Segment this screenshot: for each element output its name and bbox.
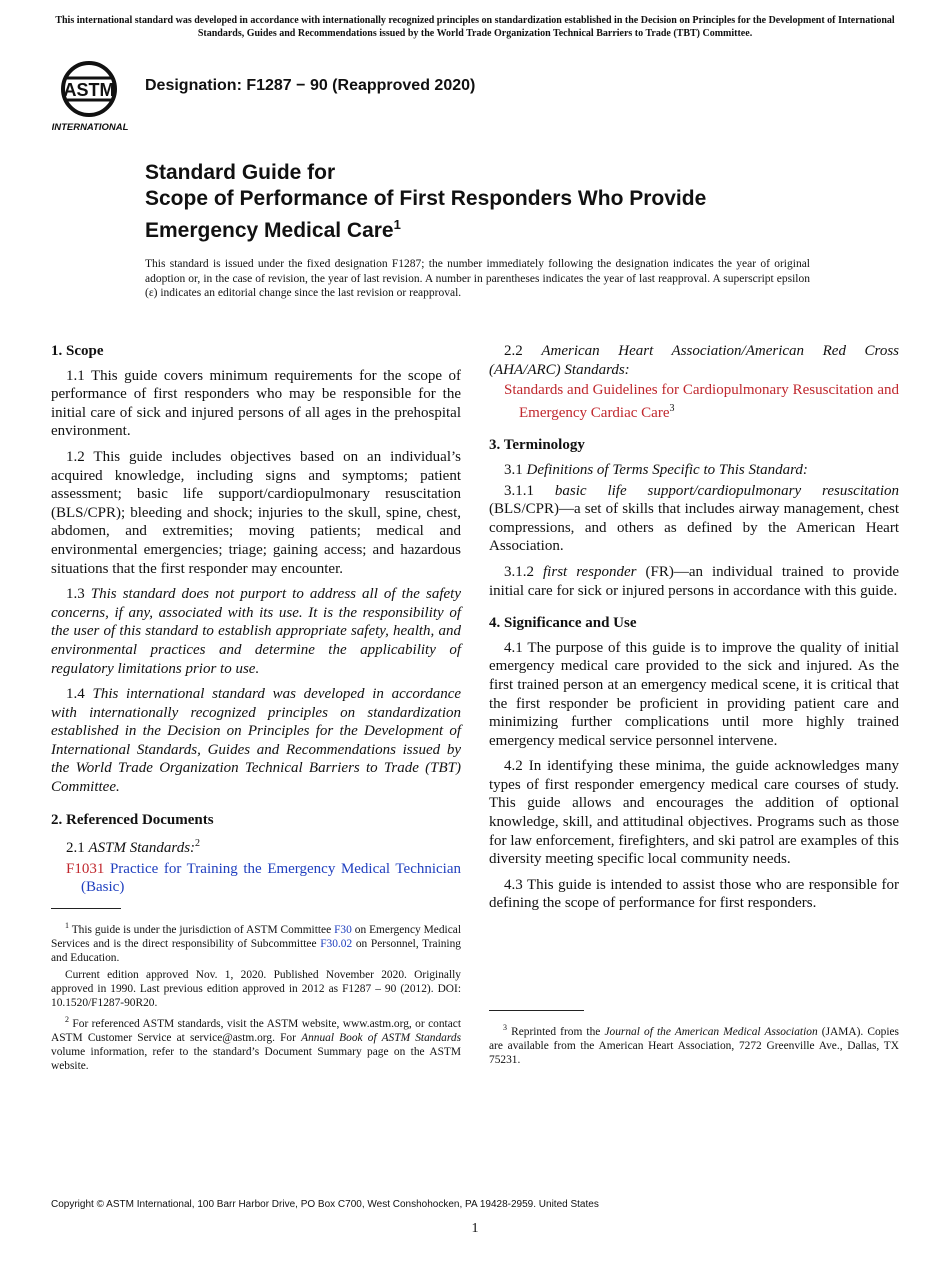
ref-aha[interactable] [489, 381, 899, 422]
issued-note: This standard is issued under the fixed designation F1287; the number immediately following the designation indicates the year of original adoption or, in the case of revision, the year of last revision. A number in parentheses indicates the year of last reapproval. A superscript epsilon (ε) indicates an editorial change since the last revision or reapproval. [145, 258, 810, 299]
para-2-1-num: 2.1 [66, 840, 89, 857]
ref-f1031-title[interactable]: Practice for Training the Emergency Medical Technician (Basic) [81, 860, 461, 896]
page-title [145, 160, 905, 244]
para-3-1-1-text: (BLS/CPR)—a set of skills that includes airway management, chest compressions, and others as defined by the American Heart Association. [489, 501, 899, 555]
title-footnote-mark: 1 [393, 217, 401, 232]
para-2-1-sup: 2 [195, 838, 201, 850]
term-bls-cpr: basic life support/cardiopulmonary resuscitation [554, 482, 899, 499]
title-line-3: Emergency Medical Care [145, 219, 394, 242]
fn3-italic: Journal of the American Medical Association [604, 1025, 818, 1038]
section-2-heading: 2. Referenced Documents [51, 811, 214, 828]
fn2-italic: Annual Book of ASTM Standards [301, 1031, 462, 1044]
para-1-2: 1.2 This guide includes objectives based on an individual’s acquired knowledge, including signs and symptoms; patient assessment; basic life support/cardiopulmonary resuscitation (BLS/CPR); bleeding and shock; injuries to the skull, spine, chest, abdomen, and extremities; moving patients; medical and environmental emergencies; triage; gaining access; and hazardous situations that the first responder may encounter. [51, 448, 461, 577]
footnote-3 [489, 1021, 899, 1068]
para-2-1 [51, 835, 461, 858]
para-3-1-1-num: 3.1.1 [504, 482, 555, 499]
ref-f1031[interactable] [51, 860, 461, 897]
para-3-1-2-num: 3.1.2 [504, 563, 544, 580]
footnote-1 [51, 919, 461, 966]
ref-aha-title[interactable]: Standards and Guidelines for Cardiopulmonary Resuscitation and Emergency Cardiac Care [504, 382, 899, 421]
section-1-heading: 1. Scope [51, 343, 104, 359]
para-1-3-num: 1.3 [66, 586, 91, 603]
para-1-3-text: This standard does not purport to address all of the safety concerns, if any, associated with its use. It is the responsibility of the user of this standard to establish appropriate safety, health, and environmental practices and determine the applicability of regulatory limitations prior to use. [51, 586, 461, 677]
trade-notice: This international standard was developed in accordance with internationally recognized principles on standardization established in the Decision on Principles for the Development of International Standards, Guides and Recommendations issued by the World Trade Organization Technical Barriers to Trade (TBT) Committee. [55, 15, 895, 39]
fn2-text-a: For referenced ASTM standards, visit the ASTM website, www.astm.org, or contact ASTM Customer Service at service@astm.org. For [51, 1017, 461, 1044]
para-3-1 [489, 461, 899, 480]
para-2-1-text: ASTM Standards: [88, 840, 196, 857]
designation: Designation: F1287 − 90 (Reapproved 2020) [145, 77, 476, 94]
subcommittee-f30-02-link[interactable]: F30.02 [320, 938, 353, 951]
right-column [489, 342, 899, 920]
section-4-heading: 4. Significance and Use [489, 615, 637, 632]
para-1-4 [51, 685, 461, 797]
para-3-1-num: 3.1 [504, 461, 527, 478]
fn1-text-c: on Personnel, Training and Education. [51, 938, 461, 965]
committee-f30-link[interactable]: F30 [334, 923, 352, 936]
footnote-rule-right [489, 1010, 584, 1011]
footnotes-left [51, 908, 461, 1076]
para-1-4-text: This international standard was developed in accordance with internationally recognized principles on standardization established in the Decision on Principles for the Development of International Standards, Guides and Recommendations issued by the World Trade Organization Technical Barriers to Trade (TBT) Committee. [51, 686, 462, 796]
para-2-2-num: 2.2 [504, 343, 542, 359]
term-first-responder: first responder [543, 563, 637, 580]
fn3-text-a: Reprinted from the [507, 1025, 605, 1038]
para-3-1-2 [489, 563, 899, 600]
para-3-1-2-text: (FR)—an individual trained to provide initial care for sick or injured persons in accordance with this guide. [489, 563, 899, 599]
para-4-1: 4.1 The purpose of this guide is to improve the quality of initial emergency medical care provided to the sick and injured. As the first trained person at an emergency medical scene, it is critical that the first responder be proficient in providing patient care and minimizing further complications until more highly trained emergency medical service personnel intervene. [489, 639, 899, 749]
para-2-2-text: American Heart Association/American Red Cross (AHA/ARC) Standards: [489, 343, 899, 378]
left-column [51, 342, 461, 903]
fn3-mark: 3 [503, 1023, 507, 1032]
title-line-2: Scope of Performance of First Responders Who Provide [145, 187, 707, 210]
fn2-text-b: volume information, refer to the standard’s Document Summary page on the ASTM website. [51, 1045, 461, 1073]
footnote-1-edition: Current edition approved Nov. 1, 2020. Published November 2020. Originally approved in 1990. Last previous edition approved in 2012 as F1287 – 90 (2012). DOI: 10.1520/F1287-90R20. [51, 968, 461, 1010]
para-4-2: 4.2 In identifying these minima, the guide acknowledges many types of first responder emergency medical care courses of study. This guide allows and encourages the addition of optional knowledge, skill, and attitudinal objectives. Programs such as those for law enforcement, firefighters, and ski patrol are examples of this diversity meeting specific local community needs. [489, 758, 899, 868]
para-1-1: 1.1 This guide covers minimum requirements for the scope of performance of first responders who may be responsible for the initial care of sick and injured persons of all ages in the prehospital environment. [51, 367, 461, 440]
logo-subtext: INTERNATIONAL [52, 122, 129, 133]
footnote-rule [51, 908, 121, 909]
para-1-4-num: 1.4 [66, 686, 93, 703]
fn1-text-a: This guide is under the jurisdiction of ASTM Committee [69, 923, 335, 936]
fn1-mark: 1 [65, 921, 69, 930]
para-4-3: 4.3 This guide is intended to assist those who are responsible for defining the scope of performance for first responders. [489, 876, 899, 912]
ref-aha-sup: 3 [669, 402, 675, 414]
footnote-2 [51, 1013, 461, 1074]
para-2-2 [489, 342, 899, 379]
title-line-1: Standard Guide for [145, 161, 336, 184]
page-number: 1 [471, 1221, 479, 1236]
fn3-text-b: (JAMA). Copies are available from the American Heart Association, 7272 Greenville Ave., Dallas, TX 75231. [489, 1025, 899, 1067]
footnotes-right [489, 1010, 899, 1070]
section-3-heading: 3. Terminology [489, 437, 585, 454]
astm-logo-icon [52, 56, 136, 134]
logo-text: ASTM [63, 80, 115, 100]
para-3-1-text: Definitions of Terms Specific to This Standard: [526, 461, 808, 478]
ref-f1031-code[interactable]: F1031 [66, 860, 105, 877]
para-3-1-1 [489, 482, 899, 556]
fn1-text-b: on Emergency Medical Services and is the direct responsibility of Subcommittee [51, 923, 461, 951]
copyright-footer: Copyright © ASTM International, 100 Barr Harbor Drive, PO Box C700, West Conshohocken, PA 19428-2959. United States [51, 1199, 599, 1210]
fn2-mark: 2 [65, 1014, 69, 1024]
para-1-3 [51, 585, 461, 678]
